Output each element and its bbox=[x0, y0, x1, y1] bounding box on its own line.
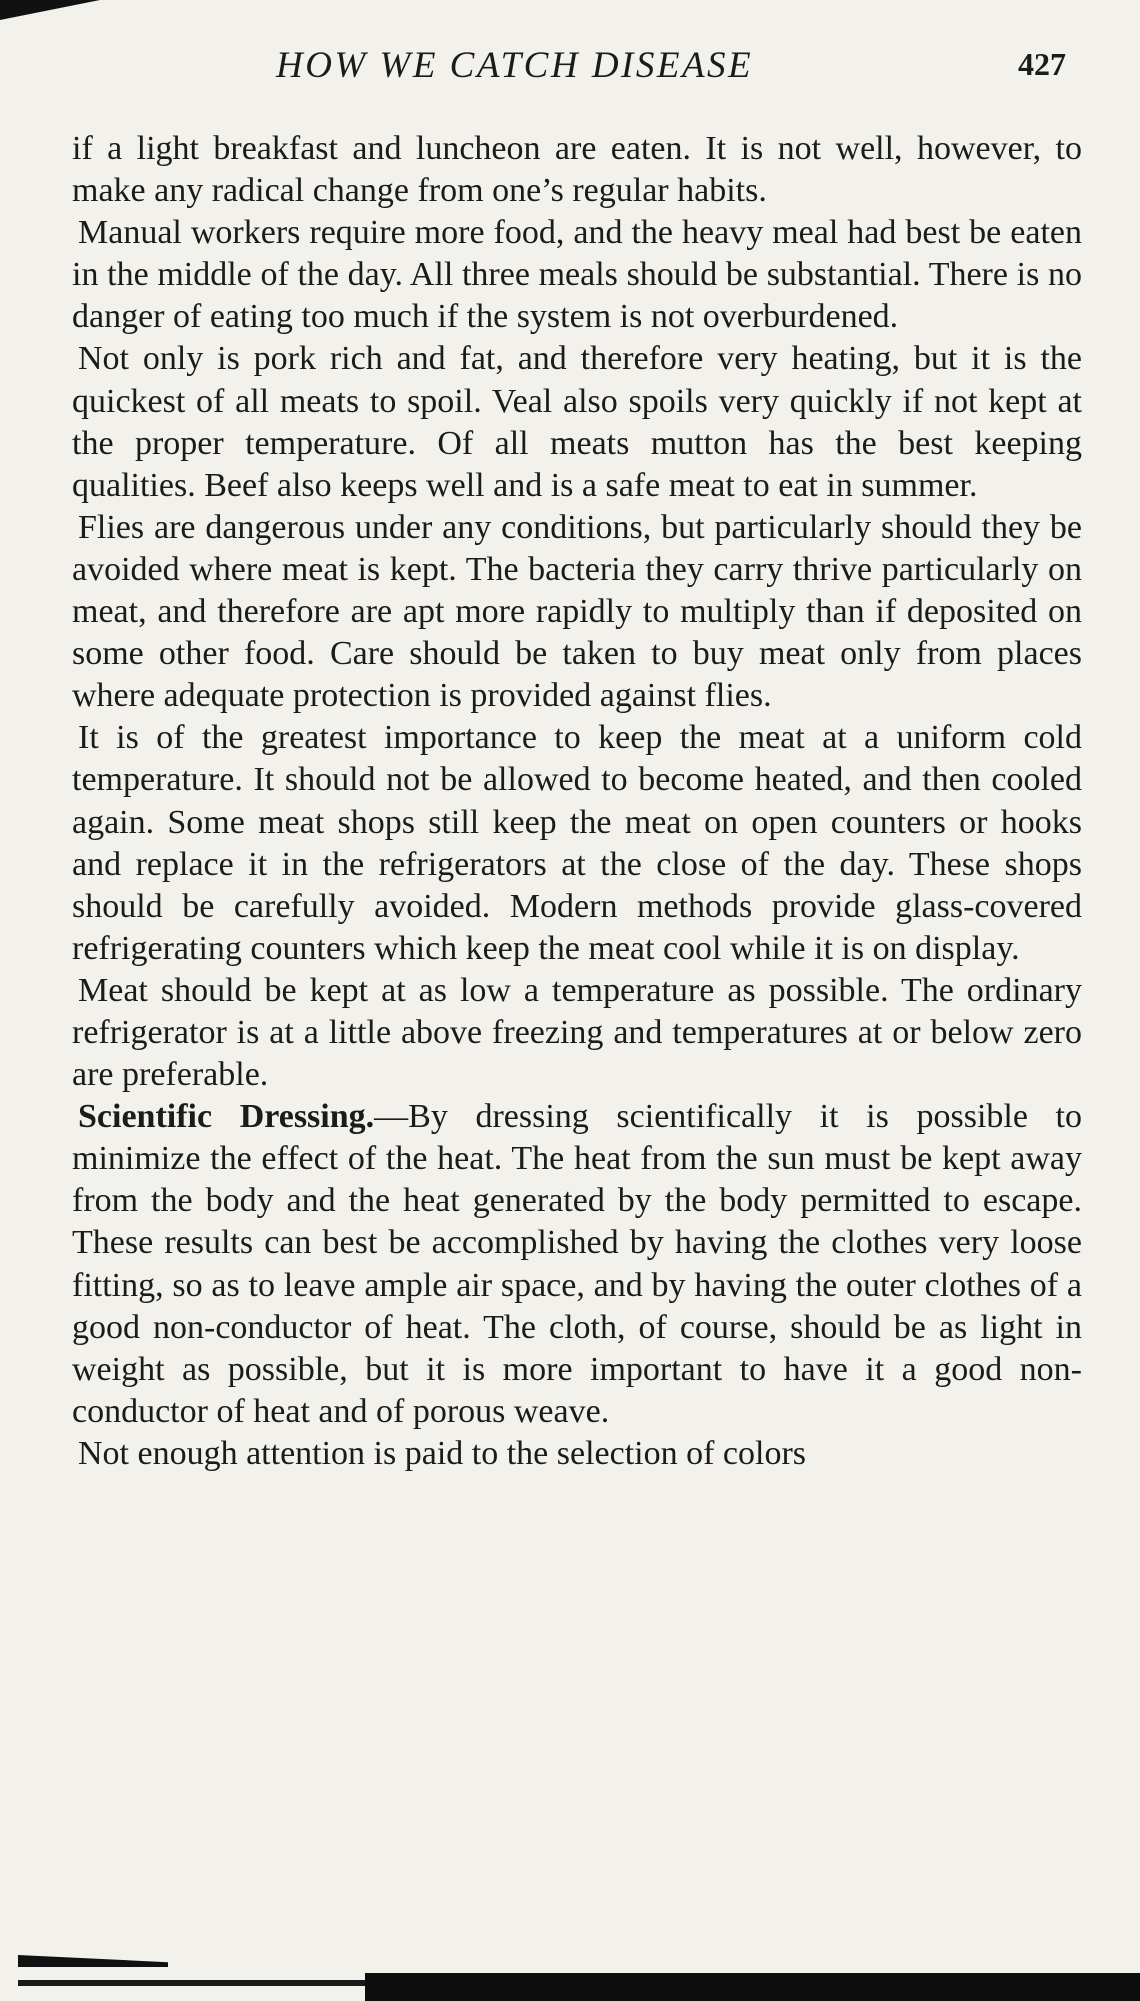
paragraph-low-temperature: Meat should be kept at as low a temperature as possible. The ordinary refrigerator is at a little above freezing and temperatures at or below zero are preferable. bbox=[72, 971, 1082, 1094]
paragraph-breakfast-continuation: if a light breakfast and luncheon are eaten. It is not well, however, to make any radical change from one’s regular habits. bbox=[72, 130, 1082, 210]
scan-bottom-bar bbox=[365, 1973, 1140, 2001]
section-body: —By dressing scientifically it is possible to minimize the effect of the heat. The heat from the sun must be kept away from the body and the heat generated by the body permitted to escape. These results can best be accomplished by having the clothes very loose fitting, so as to leave ample air space, and by having the outer clothes of a good non-conductor of heat. The cloth, of course, should be as light in weight as possible, but it is more important to have it a good non-conductor of heat and of porous weave. bbox=[72, 1098, 1083, 1430]
paragraph-cold-temperature: It is of the greatest importance to keep the meat at a uniform cold temperature. It should not be allowed to become heated, and then cooled again. Some meat shops still keep the meat on open counters or hooks and replace it in the refrigerators at the close of the day. These shops should be carefully avoided. Modern methods provide glass-covered refrigerating counters which keep the meat cool while it is on display. bbox=[72, 719, 1082, 967]
paragraph-pork-veal-mutton: Not only is pork rich and fat, and therefore very heating, but it is the quickest of all meats to spoil. Veal also spoils very quickly if not kept at the proper temperature. Of all meats mutton has the best keeping qualities. Beef also keeps well and is a safe meat to eat in summer. bbox=[72, 340, 1082, 504]
page-number: 427 bbox=[1018, 46, 1066, 82]
paragraph-scientific-dressing bbox=[72, 1096, 1082, 1433]
scan-edge-artifact bbox=[18, 1955, 168, 1967]
scan-edge-line bbox=[18, 1980, 368, 1986]
paragraph-manual-workers: Manual workers require more food, and the heavy meal had best be eaten in the middle of the day. All three meals should be substantial. There is no danger of eating too much if the system is not overburdened. bbox=[72, 214, 1082, 336]
paragraph-colors: Not enough attention is paid to the selection of colors bbox=[78, 1434, 807, 1472]
body-text bbox=[72, 128, 1082, 1475]
running-head-title: HOW WE CATCH DISEASE bbox=[276, 45, 754, 86]
paragraph-flies: Flies are dangerous under any conditions, but particularly should they be avoided where meat is kept. The bacteria they carry thrive particularly on meat, and therefore are apt more rapidly to multiply than if deposited on some other food. Care should be taken to buy meat only from places where adequate protection is provided against flies. bbox=[72, 508, 1082, 715]
scan-corner-artifact bbox=[0, 0, 100, 20]
section-lead-in: Scientific Dressing. bbox=[78, 1098, 375, 1136]
